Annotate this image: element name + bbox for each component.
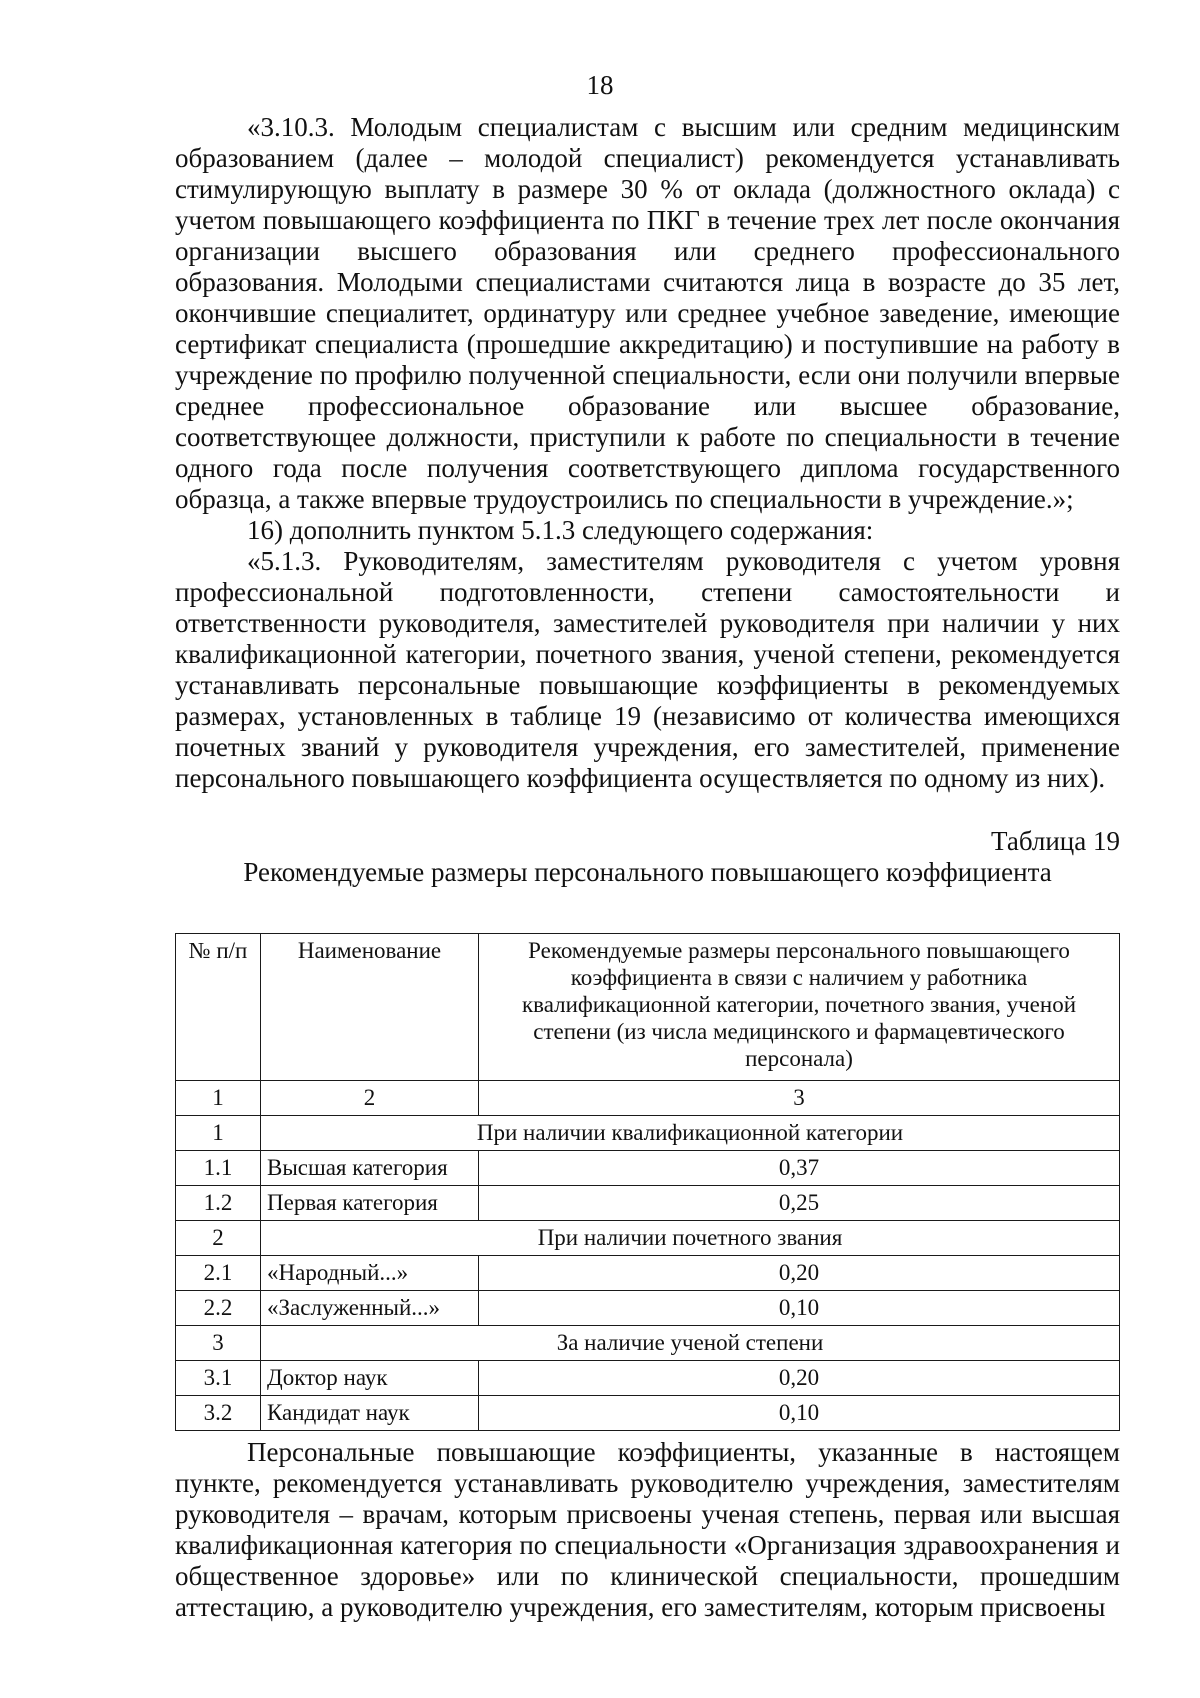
group-row-academic-degree <box>176 1326 1120 1361</box>
row-value: 0,25 <box>479 1186 1120 1221</box>
row-name: Первая категория <box>261 1186 479 1221</box>
row-num: 2.2 <box>176 1291 261 1326</box>
paragraph-3-10-3: «3.10.3. Молодым специалистам с высшим или средним медицинским образованием (далее – молодой специалист) рекомендуется устанавливать стимулирующую выплату в размере 30 % от оклада (должностного оклада) с учетом повышающего коэффициента по ПКГ в течение трех лет после окончания организации высшего образования или среднего профессионального образования. Молодыми специалистами считаются лица в возрасте до 35 лет, окончившие специалитет, ординатуру или среднее учебное заведение, имеющие сертификат специалиста (прошедшие аккредитацию) и поступившие на работу в учреждение по профилю полученной специальности, если они получили впервые среднее профессиональное образование или высшее образование, соответствующее должности, приступили к работе по специальности в течение одного года после получения соответствующего диплома государственного образца, а также впервые трудоустроились по специальности в учреждение.»; <box>175 112 1120 514</box>
row-value: 0,37 <box>479 1151 1120 1186</box>
group-num: 2 <box>176 1221 261 1256</box>
paragraph-amendment-16: 16) дополнить пунктом 5.1.3 следующего содержания: <box>247 515 874 545</box>
row-num: 1.2 <box>176 1186 261 1221</box>
row-value: 0,20 <box>479 1361 1120 1396</box>
table-row <box>176 1256 1120 1291</box>
paragraph-5-1-3: «5.1.3. Руководителям, заместителям руководителя с учетом уровня профессиональной подготовленности, степени самостоятельности и ответственности руководителя, заместителей руководителя при наличии у них квалификационной категории, почетного звания, ученой степени, рекомендуется устанавливать персональные повышающие коэффициенты в рекомендуемых размерах, установленных в таблице 19 (независимо от количества имеющихся почетных званий у руководителя учреждения, его заместителей, применение персонального повышающего коэффициента осуществляется по одному из них). <box>175 546 1120 793</box>
row-num: 3.2 <box>176 1396 261 1431</box>
coefficient-table <box>175 933 1120 1431</box>
header-name: Наименование <box>261 934 479 1081</box>
row-value: 0,10 <box>479 1291 1120 1326</box>
header-value: Рекомендуемые размеры персонального повышающего коэффициента в связи с наличием у работника квалификационной категории, почетного звания, ученой степени (из числа медицинского и фармацевтического персонала) <box>479 934 1120 1081</box>
row-value: 0,20 <box>479 1256 1120 1291</box>
column-number: 1 <box>176 1081 261 1116</box>
column-number: 2 <box>261 1081 479 1116</box>
group-title: При наличии почетного звания <box>261 1221 1120 1256</box>
table-row <box>176 1186 1120 1221</box>
column-number: 3 <box>479 1081 1120 1116</box>
document-body <box>175 112 1120 1623</box>
row-name: Высшая категория <box>261 1151 479 1186</box>
table-label: Таблица 19 <box>991 826 1120 856</box>
row-name: Кандидат наук <box>261 1396 479 1431</box>
group-row-honorary-title <box>176 1221 1120 1256</box>
table-header-row <box>176 934 1120 1081</box>
group-title: При наличии квалификационной категории <box>261 1116 1120 1151</box>
group-row-qualification <box>176 1116 1120 1151</box>
table-row <box>176 1291 1120 1326</box>
group-num: 1 <box>176 1116 261 1151</box>
row-value: 0,10 <box>479 1396 1120 1431</box>
group-num: 3 <box>176 1326 261 1361</box>
table-title: Рекомендуемые размеры персонального повышающего коэффициента <box>243 857 1052 887</box>
row-num: 3.1 <box>176 1361 261 1396</box>
row-name: «Народный...» <box>261 1256 479 1291</box>
paragraph-after-table: Персональные повышающие коэффициенты, указанные в настоящем пункте, рекомендуется устанавливать руководителю учреждения, заместителям руководителя – врачам, которым присвоены ученая степень, первая или высшая квалификационная категория по специальности «Организация здравоохранения и общественное здоровье» или по клинической специальности, прошедшим аттестацию, а руководителю учреждения, его заместителям, которым присвоены <box>175 1437 1120 1622</box>
table-row <box>176 1396 1120 1431</box>
row-num: 1.1 <box>176 1151 261 1186</box>
row-num: 2.1 <box>176 1256 261 1291</box>
header-num: № п/п <box>176 934 261 1081</box>
row-name: Доктор наук <box>261 1361 479 1396</box>
column-numbers-row <box>176 1081 1120 1116</box>
page-number: 18 <box>586 70 614 100</box>
row-name: «Заслуженный...» <box>261 1291 479 1326</box>
table-row <box>176 1361 1120 1396</box>
group-title: За наличие ученой степени <box>261 1326 1120 1361</box>
table-row <box>176 1151 1120 1186</box>
